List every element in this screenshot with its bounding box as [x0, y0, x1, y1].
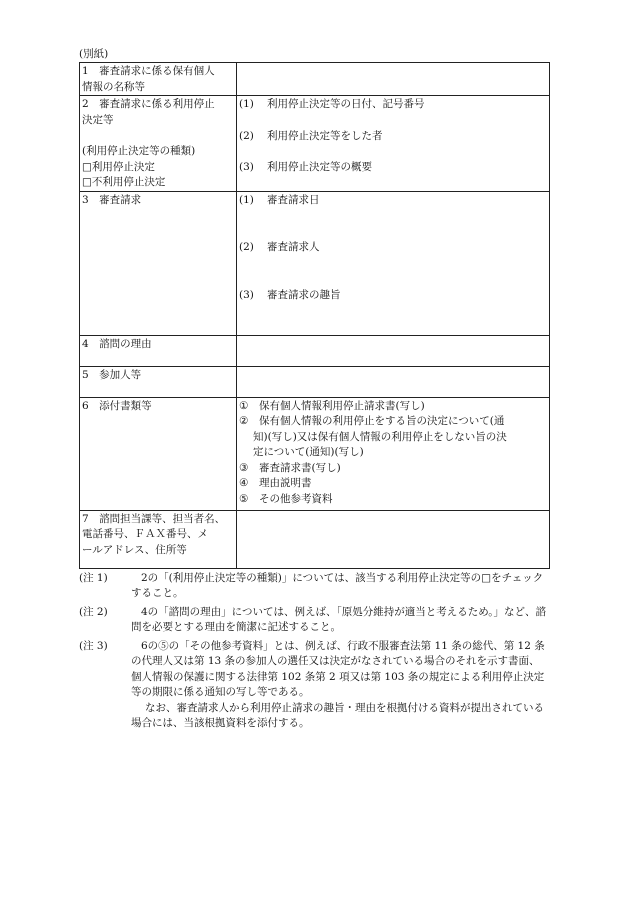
row7-label-line1: 7 諮問担当課等、担当者名、	[82, 512, 226, 525]
table-row	[80, 335, 550, 366]
note-3	[79, 639, 549, 732]
note-3-text-1: 6の⑤の「その他参考資料」とは、例えば、行政不服審査法第 11 条の総代、第 12 条の代理人又は第 13 条の参加人の選任又は決定がなされている場合のそれを示す書面、個人情報の保護に関する法律第 102 条第 2 項又は第 103 条の規定による利用停止決定等の期限に係る通知の写し等である。	[131, 639, 545, 698]
row3-item-2: (2) 審査請求人	[239, 241, 320, 253]
row2-label-line2: 決定等	[82, 113, 114, 126]
note-2-text: 4の「諮問の理由」については、例えば、「原処分維持が適当と考えるため。」など、諮問を必要とする理由を簡潔に記述すること。	[131, 605, 547, 633]
document	[79, 46, 549, 735]
row1-value-cell	[237, 63, 550, 96]
attachment-item-3: ③ 審査請求書(写し)	[239, 461, 341, 474]
row2-label-cell	[80, 96, 237, 192]
row7-value-cell	[237, 510, 550, 568]
attachment-item-4: ④ 理由説明書	[239, 477, 312, 489]
notes-section	[79, 571, 549, 732]
row6-value-cell	[237, 397, 550, 510]
attachment-item-2: ② 保有個人情報の利用停止をする旨の決定について(通 知)(写し)又は保有個人情報の利用停止をしない旨の決 定について(通知)(写し)	[239, 415, 507, 458]
decision-type-title: (利用停止決定等の種類)	[82, 145, 196, 157]
row7-label-line2: 電話番号、ＦＡＸ番号、メ	[82, 528, 208, 540]
row1-label-cell	[80, 63, 237, 96]
row4-label-cell	[80, 335, 237, 366]
table-row	[80, 191, 550, 335]
row3-label: 3 審査請求	[82, 193, 142, 206]
request-form-table	[79, 62, 550, 569]
row5-label: 5 参加人等	[82, 368, 142, 381]
row7-label-line3: ールアドレス、住所等	[82, 543, 187, 556]
attachment-item-5: ⑤ その他参考資料	[239, 492, 333, 505]
table-row	[80, 366, 550, 397]
table-row	[80, 96, 550, 192]
row3-item-1: (1) 審査請求日	[239, 193, 320, 206]
row2-item-1: (1) 利用停止決定等の日付、記号番号	[239, 98, 425, 110]
row3-item-3: (3) 審査請求の趣旨	[239, 288, 341, 301]
table-row	[80, 510, 550, 568]
row4-value-cell	[237, 335, 550, 366]
row3-label-cell	[80, 191, 237, 335]
row2-item-2: (2) 利用停止決定等をした者	[239, 129, 383, 142]
note-1-tag: (注 1)	[79, 571, 108, 584]
note-1-text: 2の「(利用停止決定等の種類)」については、該当する利用停止決定等の□をチェックすること。	[131, 571, 544, 599]
note-2-tag: (注 2)	[79, 605, 108, 618]
table-row	[80, 63, 550, 96]
row5-label-cell	[80, 366, 237, 397]
attachment-item-1: ① 保有個人情報利用停止請求書(写し)	[239, 399, 425, 412]
attachment-label: (別紙)	[79, 48, 109, 60]
row1-label-line1: 1 審査請求に係る保有個人	[82, 65, 215, 77]
row4-label: 4 諮問の理由	[82, 337, 152, 350]
row5-value-cell	[237, 366, 550, 397]
row6-label-cell	[80, 397, 237, 510]
table-row	[80, 397, 550, 510]
note-2	[79, 605, 549, 636]
row7-label-cell	[80, 510, 237, 568]
option-checkbox-stop[interactable]: □利用停止決定	[82, 160, 155, 173]
note-1	[79, 571, 549, 602]
row1-label-line2: 情報の名称等	[82, 80, 145, 93]
option-checkbox-non-stop[interactable]: □不利用停止決定	[82, 176, 166, 188]
row2-item-3: (3) 利用停止決定等の概要	[239, 161, 372, 173]
note-3-tag: (注 3)	[79, 639, 108, 652]
row2-value-cell	[237, 96, 550, 192]
row2-label-line1: 2 審査請求に係る利用停止	[82, 98, 215, 110]
row6-label: 6 添付書類等	[82, 399, 152, 412]
row3-value-cell	[237, 191, 550, 335]
note-3-text-2: なお、審査請求人から利用停止請求の趣旨・理由を根拠付ける資料が提出されている場合には、当該根拠資料を添付する。	[131, 701, 544, 729]
